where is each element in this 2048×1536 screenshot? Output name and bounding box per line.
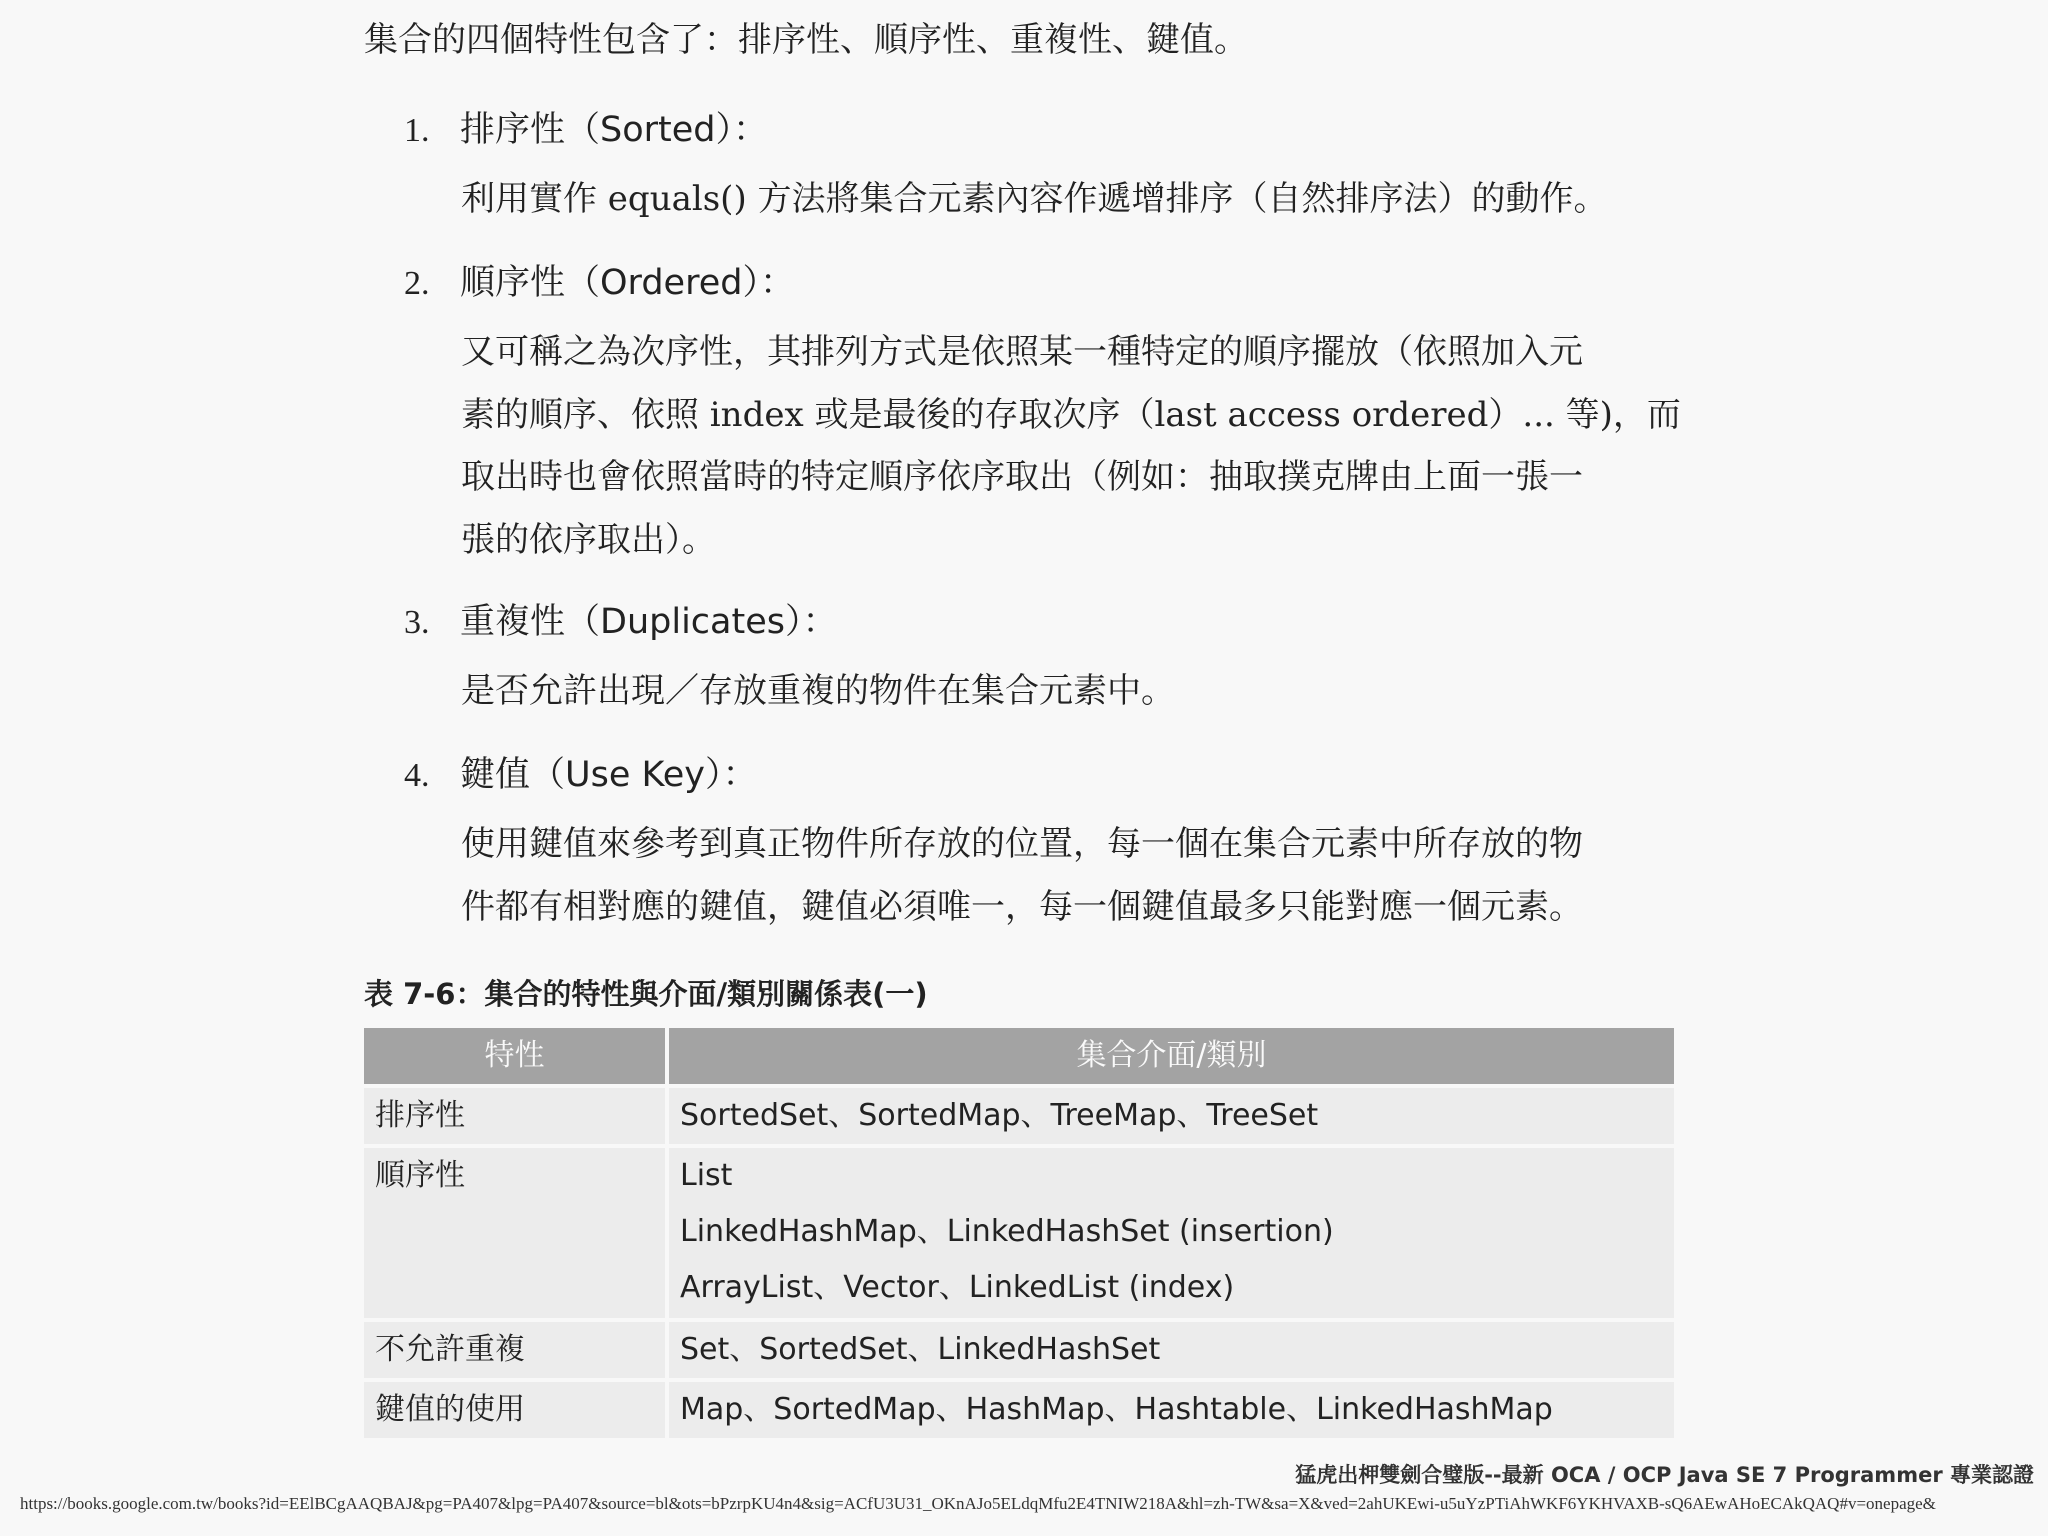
- header-feature: 特性: [364, 1028, 665, 1084]
- item-heading-duplicates: [404, 597, 837, 648]
- table-header-row: [364, 1028, 1674, 1084]
- item-title: 排序性（Sorted）：: [460, 110, 768, 150]
- classes-cell: [669, 1088, 1674, 1144]
- classes-line: Set、SortedSet、LinkedHashSet: [680, 1332, 1161, 1367]
- feature-label: 排序性: [375, 1098, 465, 1133]
- body-line: 件都有相對應的鍵值，鍵值必須唯一，每一個鍵值最多只能對應一個元素。: [461, 886, 1583, 927]
- feature-cell: [364, 1322, 665, 1378]
- source-url[interactable]: https://books.google.com.tw/books?id=EElBCgAAQBAJ&pg=PA407&lpg=PA407&source=bl&ots=bPzrpKU4n4&sig=ACfU3U31_OKnAJo5ELdqMfu2E4TNIW218A&hl=zh-TW&sa=X&ved=2ahUKEwi-u5uYzPTiAhWKF6YKHVAXB-sQ6AEwAHoECAkQAQ#v=onepage&: [20, 1494, 1936, 1513]
- table-row: [364, 1088, 1674, 1144]
- item-number: 2.: [404, 265, 430, 302]
- classes-cell: [669, 1322, 1674, 1378]
- classes-line: ArrayList、Vector、LinkedList (index): [680, 1270, 1235, 1305]
- feature-cell: [364, 1148, 665, 1318]
- classes-line: List: [680, 1158, 733, 1193]
- classes-line: SortedSet、SortedMap、TreeMap、TreeSet: [680, 1098, 1319, 1133]
- body-line: 取出時也會依照當時的特定順序依序取出（例如：抽取撲克牌由上面一張一: [461, 457, 1583, 497]
- item-body-sorted: [461, 168, 1685, 231]
- feature-cell: [364, 1382, 665, 1438]
- body-line: 利用實作 equals() 方法將集合元素內容作遞增排序（自然排序法）的動作。: [461, 179, 1608, 219]
- item-title: 重複性（Duplicates）：: [460, 602, 838, 642]
- table-row: [364, 1382, 1674, 1438]
- item-heading-sorted: [404, 105, 768, 156]
- feature-label: 鍵值的使用: [375, 1392, 525, 1427]
- item-body-ordered: [461, 321, 1685, 571]
- feature-label: 順序性: [375, 1158, 465, 1193]
- table-row: [364, 1322, 1674, 1378]
- classes-line: Map、SortedMap、HashMap、Hashtable、LinkedHashMap: [680, 1392, 1553, 1427]
- item-number: 3.: [404, 604, 430, 641]
- feature-label: 不允許重複: [375, 1332, 525, 1367]
- table-caption: 表 7-6：集合的特性與介面/類別關係表(一): [364, 977, 928, 1011]
- book-title: 猛虎出柙雙劍合璧版--最新 OCA / OCP Java SE 7 Programmer 專業認證: [1295, 1463, 2034, 1487]
- header-classes: 集合介面/類別: [669, 1028, 1674, 1084]
- body-line: 素的順序、依照 index 或是最後的存取次序（last access ordered）... 等)，而: [461, 394, 1681, 435]
- item-body-use-key: [461, 813, 1685, 938]
- classes-cell: [669, 1382, 1674, 1438]
- classes-line: LinkedHashMap、LinkedHashSet (insertion): [680, 1214, 1334, 1249]
- item-title: 順序性（Ordered）：: [460, 263, 795, 303]
- body-line: 是否允許出現／存放重複的物件在集合元素中。: [461, 671, 1175, 711]
- classes-cell: [669, 1148, 1674, 1318]
- item-heading-use-key: [404, 750, 757, 801]
- item-body-duplicates: [461, 660, 1685, 723]
- item-heading-ordered: [404, 258, 795, 309]
- body-line: 張的依序取出）。: [461, 519, 716, 560]
- table-row: [364, 1148, 1674, 1318]
- feature-cell: [364, 1088, 665, 1144]
- body-line: 使用鍵值來參考到真正物件所存放的位置，每一個在集合元素中所存放的物: [461, 824, 1583, 864]
- intro-text: 集合的四個特性包含了：排序性、順序性、重複性、鍵值。: [364, 20, 1248, 60]
- item-title: 鍵值（Use Key）：: [460, 755, 758, 795]
- item-number: 1.: [404, 112, 430, 149]
- item-number: 4.: [404, 757, 430, 794]
- body-line: 又可稱之為次序性，其排列方式是依照某一種特定的順序擺放（依照加入元: [461, 332, 1583, 372]
